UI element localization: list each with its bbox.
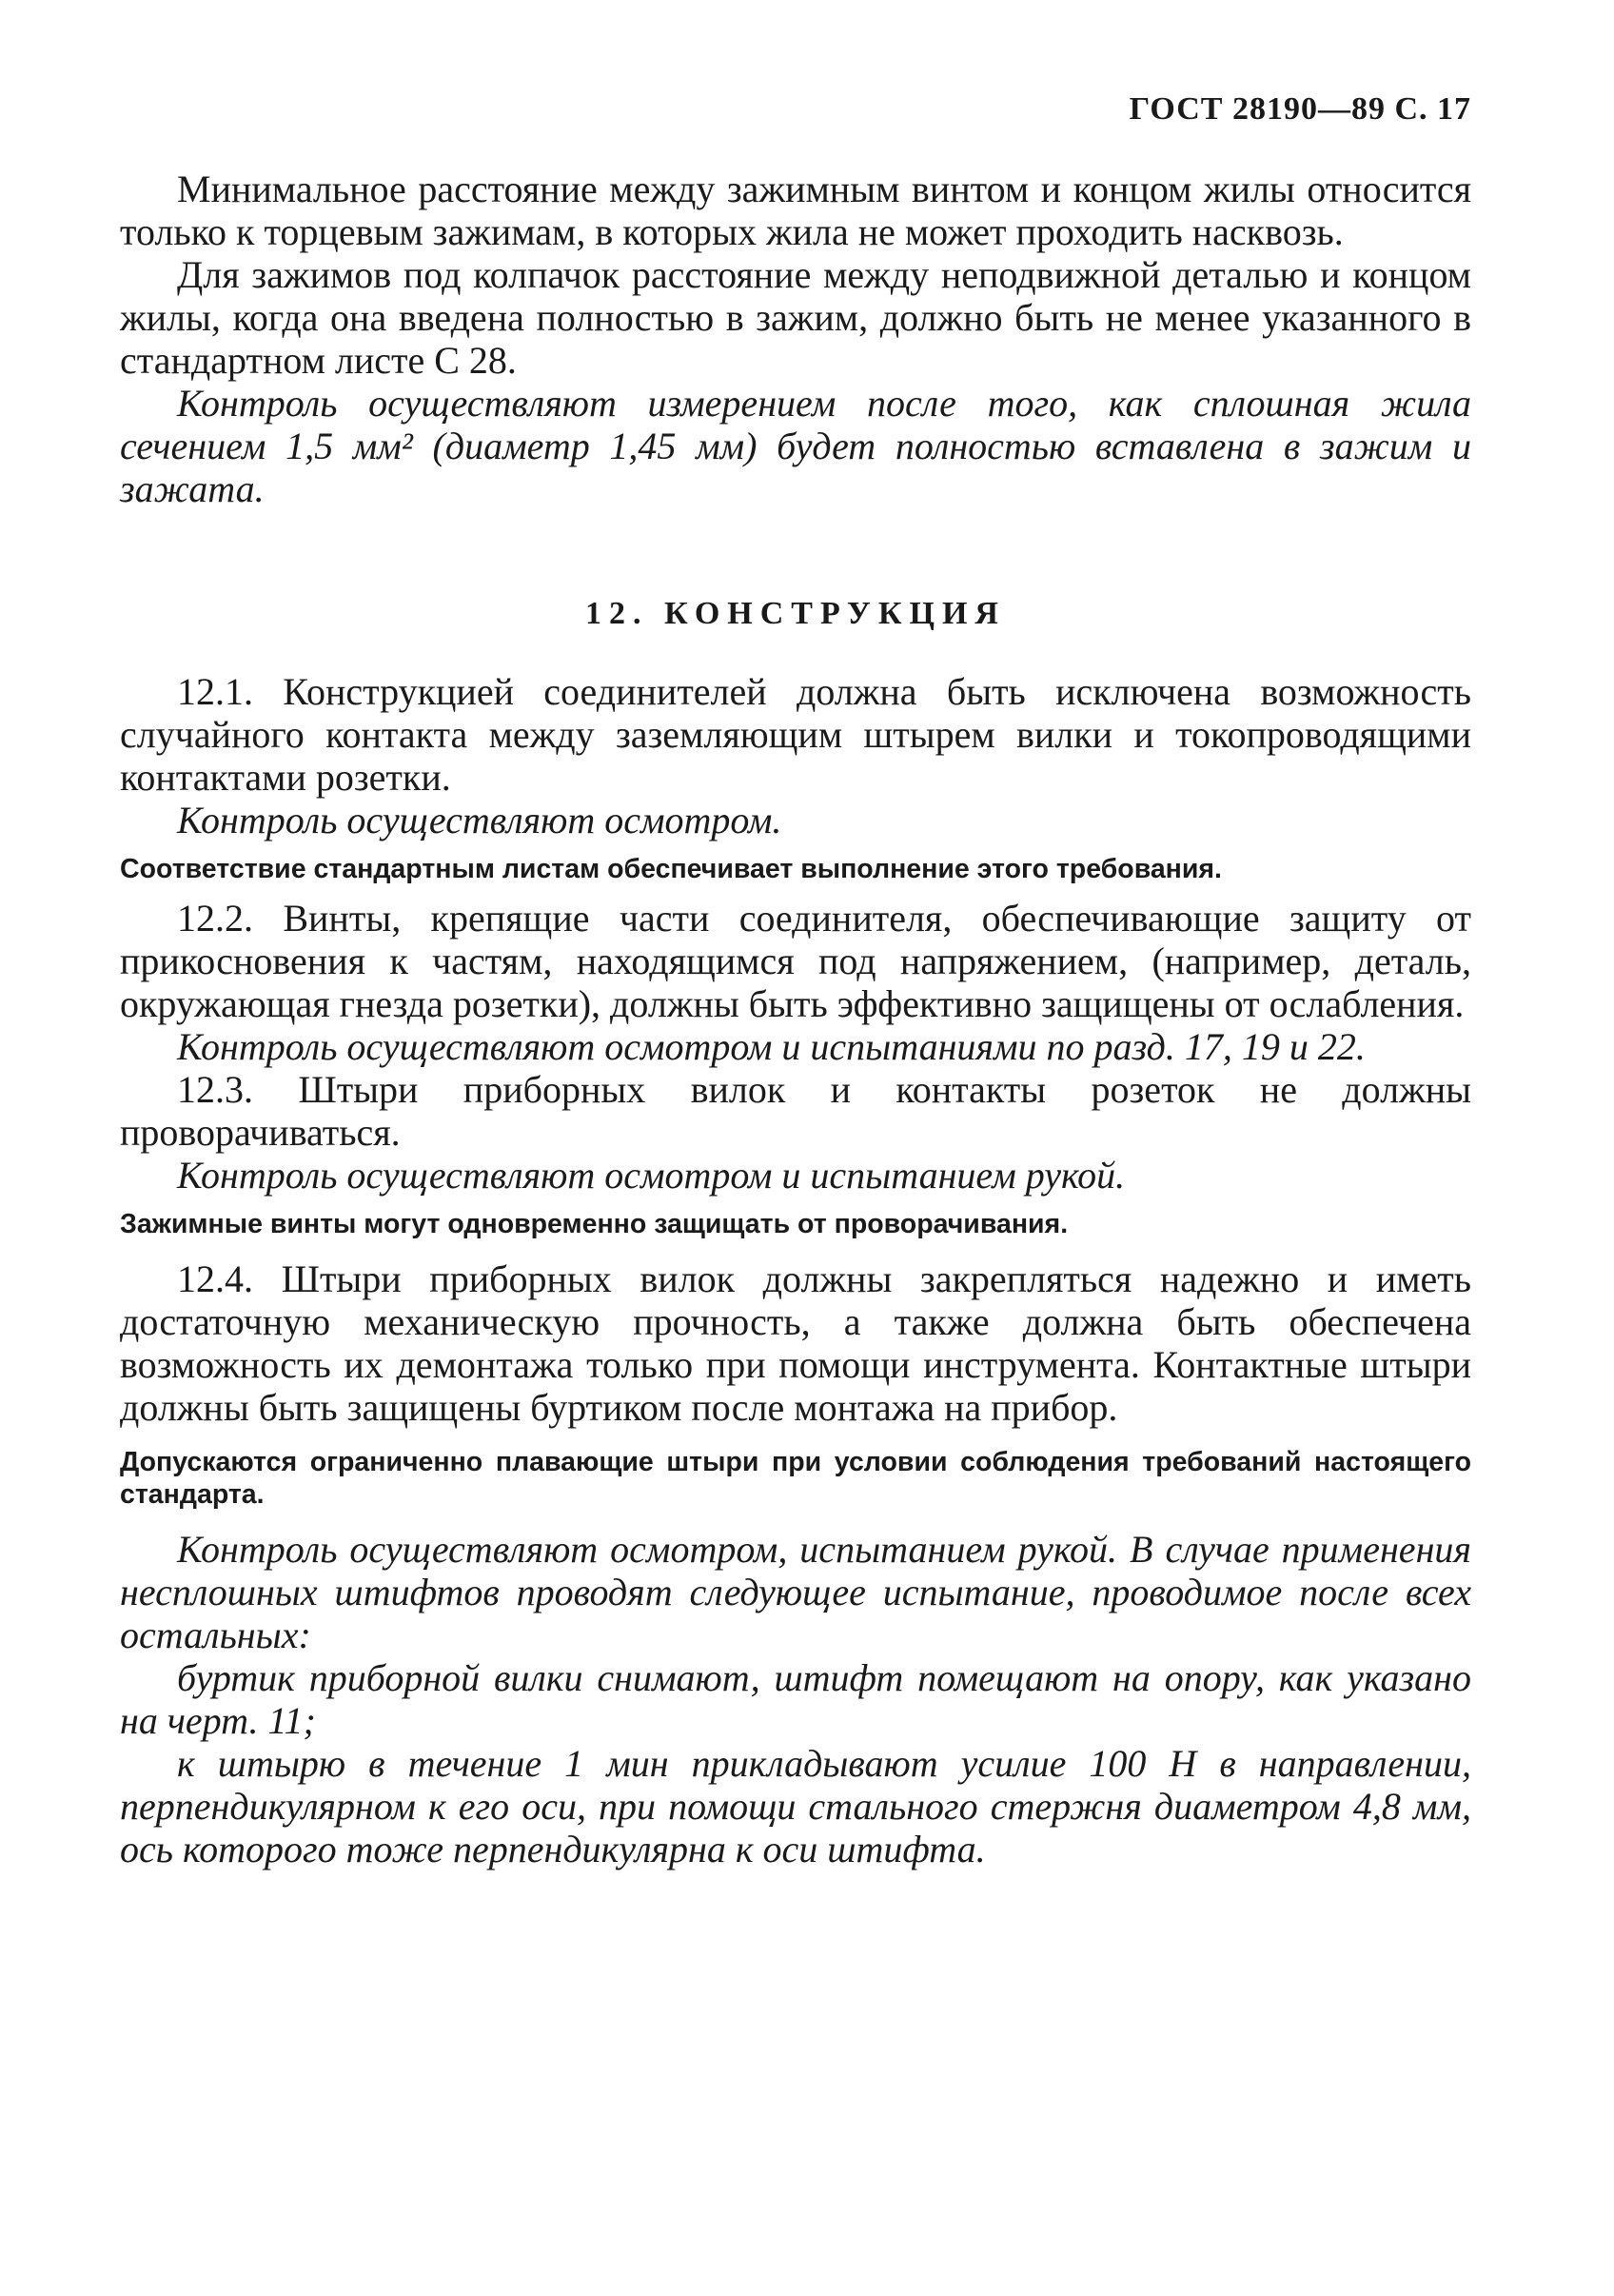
clause-12-1: 12.1. Конструкцией соединителей должна быть исключена возможность случайного контакта между заземляющим штырем вилки и токопроводящими контактами розетки. <box>120 670 1471 799</box>
clause-12-1-note: Соответствие стандартным листам обеспечивает выполнение этого требования. <box>120 854 1222 884</box>
clause-12-3-note: Зажимные винты могут одновременно защищать от проворачивания. <box>120 1209 1069 1239</box>
clause-12-2: 12.2. Винты, крепящие части соединителя, обеспечивающие защиту от прикосновения к частям, находящимся под напряжением, (например, деталь, окружающая гнезда розетки), должны быть эффективно защищены от ослабления. <box>120 897 1471 1025</box>
clause-12-4-step-1: буртик приборной вилки снимают, штифт помещают на опору, как указано на черт. 11; <box>120 1656 1471 1742</box>
page-header: ГОСТ 28190—89 С. 17 <box>1129 91 1471 127</box>
clause-12-3-control: Контроль осуществляют осмотром и испытанием рукой. <box>177 1154 1126 1197</box>
intro-paragraph-2: Для зажимов под колпачок расстояние между неподвижной деталью и концом жилы, когда она введена полностью в зажим, должно быть не менее указанного в стандартном листе С 28. <box>120 253 1471 382</box>
document-page <box>120 91 1471 1870</box>
clause-12-4-note: Допускаются ограниченно плавающие штыри при условии соблюдения требований настоящего стандарта. <box>120 1447 1471 1510</box>
clause-12-4-control: Контроль осуществляют осмотром, испытанием рукой. В случае применения несплошных штифтов проводят следующее испытание, проводимое после всех остальных: <box>120 1528 1471 1656</box>
clause-12-4: 12.4. Штыри приборных вилок должны закрепляться надежно и иметь достаточную механическую прочность, а также должна быть обеспечена возможность их демонтажа только при помощи инструмента. Контактные штыри должны быть защищены буртиком после монтажа на прибор. <box>120 1257 1471 1429</box>
clause-12-2-control: Контроль осуществляют осмотром и испытаниями по разд. 17, 19 и 22. <box>177 1025 1366 1068</box>
clause-12-1-control: Контроль осуществляют осмотром. <box>177 799 782 841</box>
clause-12-3: 12.3. Штыри приборных вилок и контакты розеток не должны проворачиваться. <box>120 1068 1471 1154</box>
intro-paragraph-1: Минимальное расстояние между зажимным винтом и концом жилы относится только к торцевым зажимам, в которых жила не может проходить насквозь. <box>120 168 1471 253</box>
intro-control-paragraph: Контроль осуществляют измерением после того, как сплошная жила сечением 1,5 мм² (диаметр 1,45 мм) будет полностью вставлена в зажим и зажата. <box>120 382 1471 510</box>
clause-12-4-step-2: к штырю в течение 1 мин прикладывают усилие 100 Н в направлении, перпендикулярном к его оси, при помощи стального стержня диаметром 4,8 мм, ось которого тоже перпендикулярна к оси штифта. <box>120 1742 1471 1870</box>
section-title: 12. КОНСТРУКЦИЯ <box>585 596 1006 631</box>
